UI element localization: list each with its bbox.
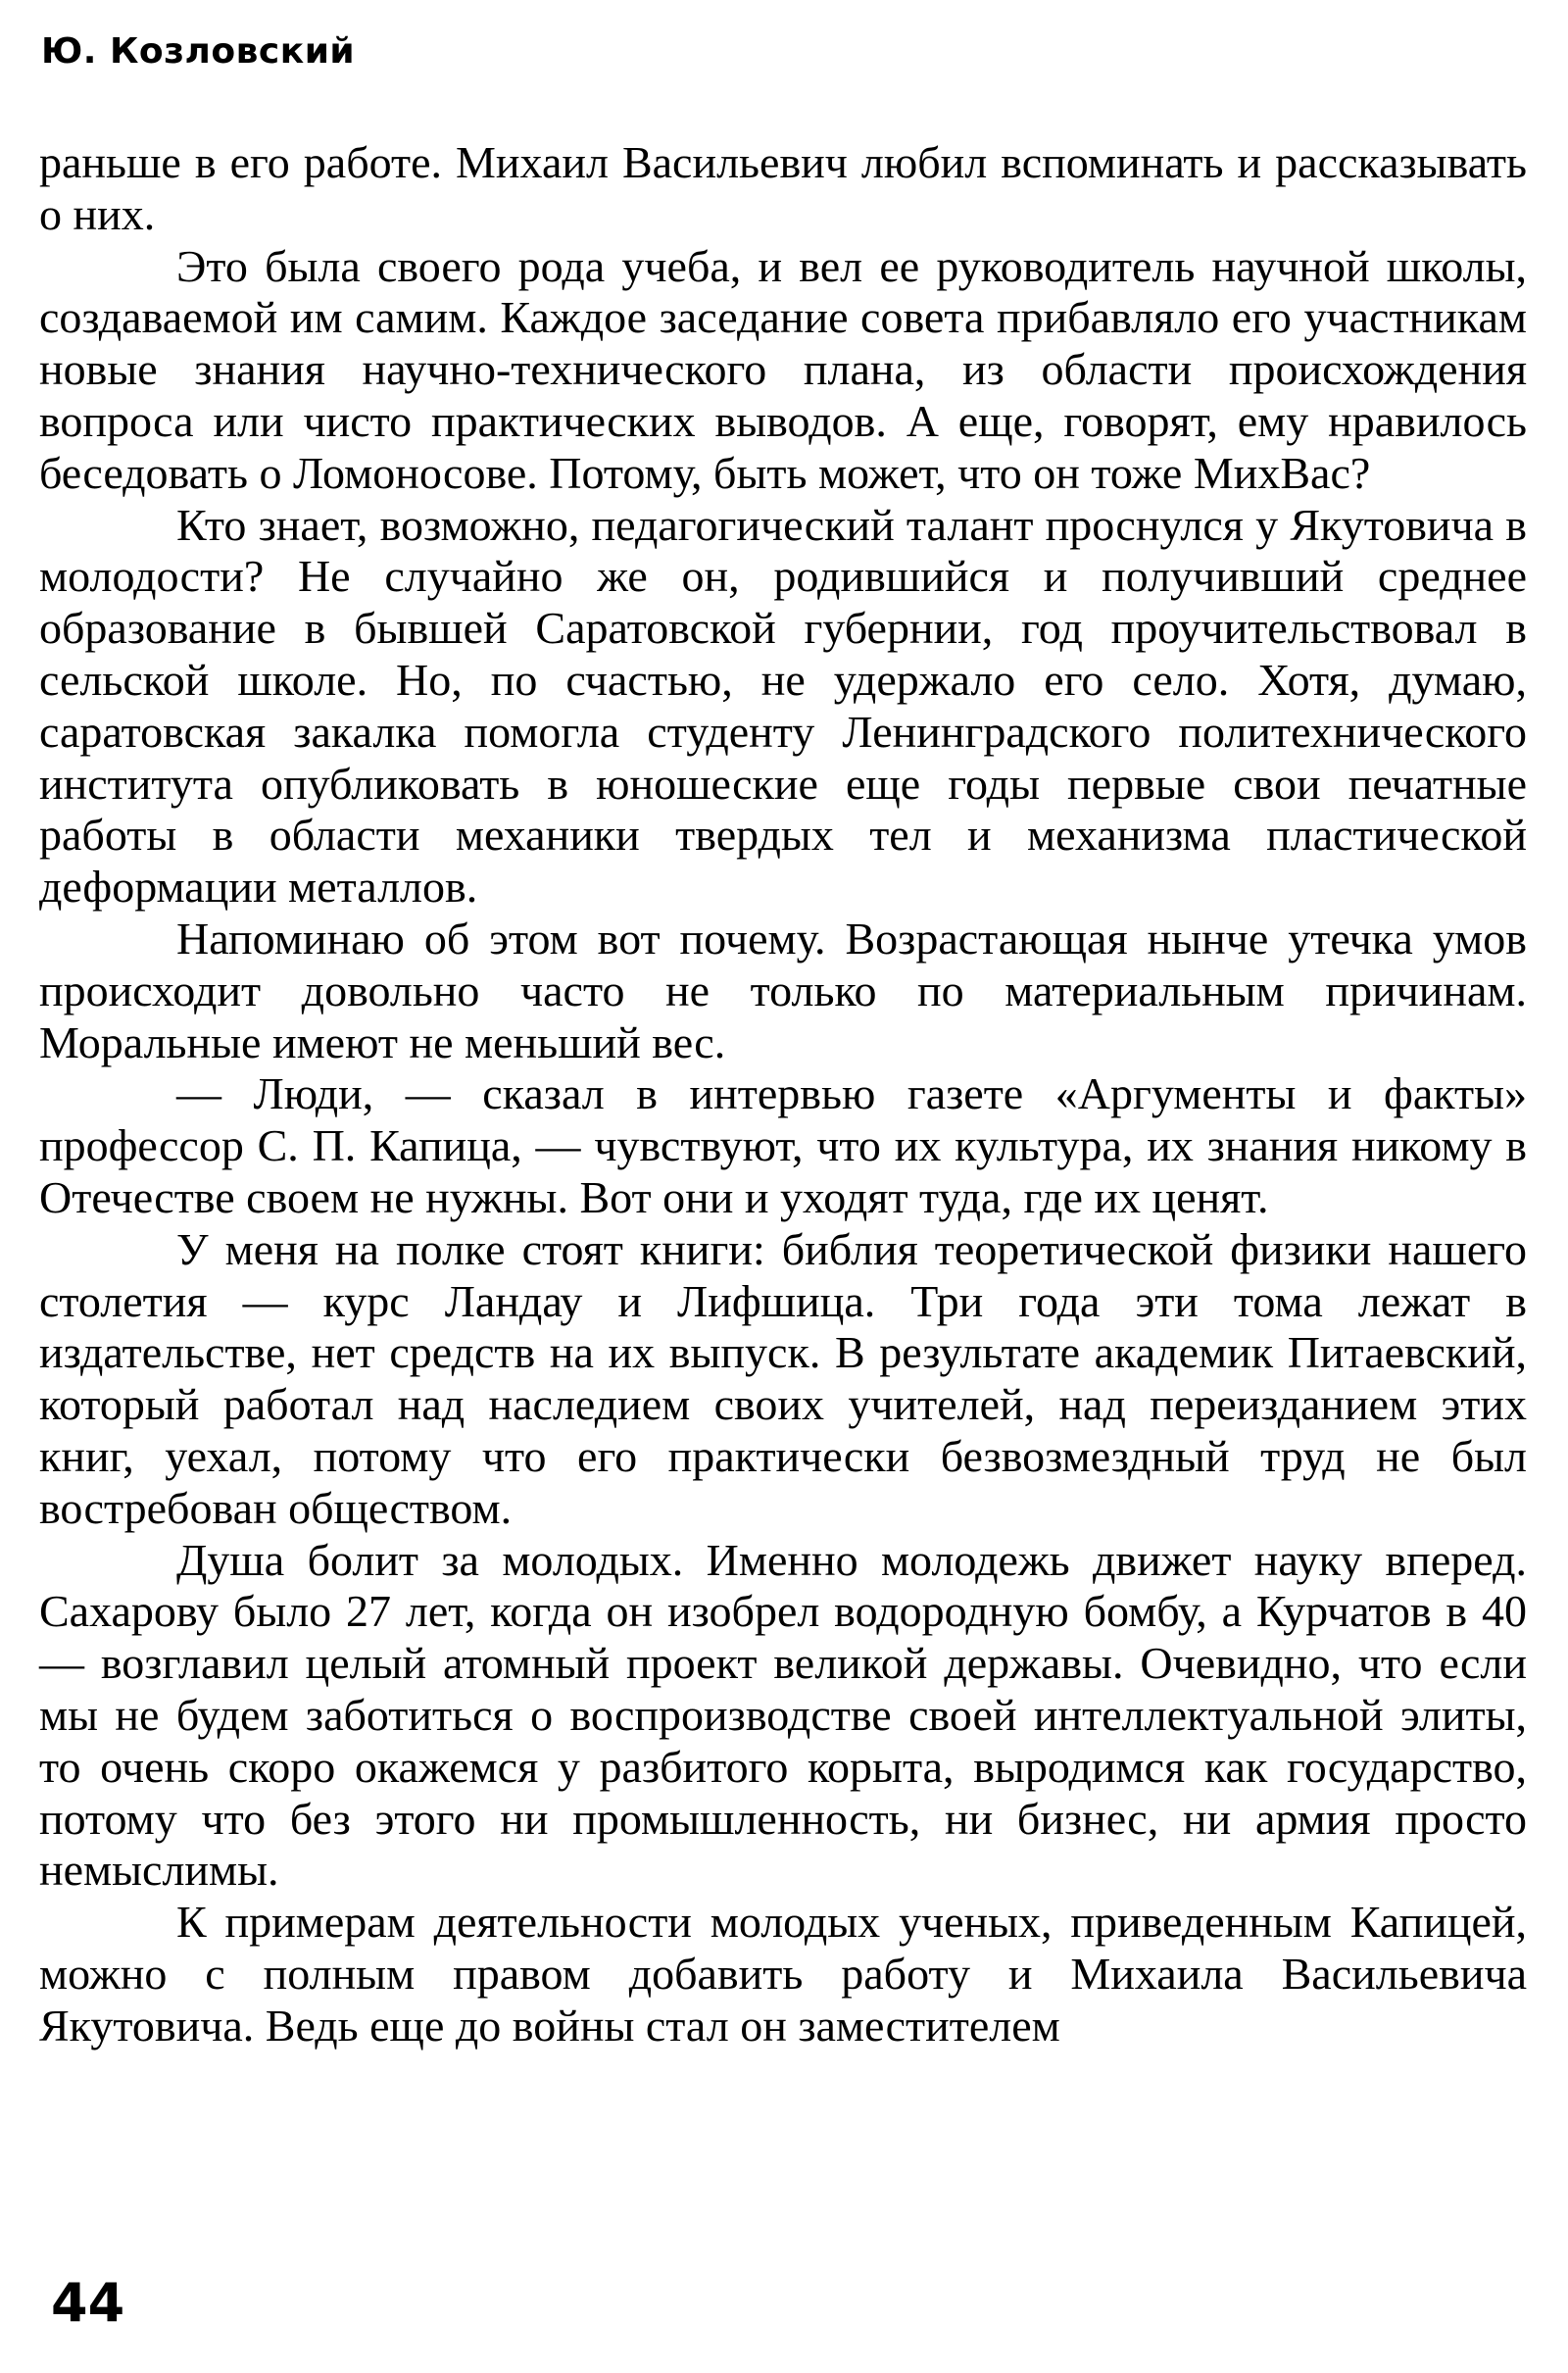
paragraph: — Люди, — сказал в интервью газете «Аргументы и факты» профессор С. П. Капица, — чувствуют, что их культура, их знания никому в Отечестве своем не нужны. Вот они и уходят туда, где их ценят. [39, 1068, 1527, 1222]
body-text [39, 137, 1527, 2052]
paragraph: Душа болит за молодых. Именно молодежь движет науку вперед. Сахарову было 27 лет, когда он изобрел водородную бомбу, а Курчатов в 40 — возглавил целый атомный проект великой державы. Очевидно, что если мы не будем заботиться о воспроизводстве своей интеллектуальной элиты, то очень скоро окажемся у разбитого корыта, выродимся как государство, потому что без этого ни промышленность, ни бизнес, ни армия просто немыслимы. [39, 1534, 1527, 1896]
paragraph: Кто знает, возможно, педагогический талант проснулся у Якутовича в молодости? Не случайно же он, родившийся и получивший среднее образование в бывшей Саратовской губернии, год проучительствовал в сельской школе. Но, по счастью, не удержало его село. Хотя, думаю, саратовская закалка помогла студенту Ленинградского политехнического института опубликовать в юношеские еще годы первые свои печатные работы в области механики твердых тел и механизма пластической деформации металлов. [39, 499, 1527, 913]
paragraph: Напоминаю об этом вот почему. Возрастающая нынче утечка умов происходит довольно часто не только по материальным причинам. Моральные имеют не меньший вес. [39, 913, 1527, 1067]
paragraph: У меня на полке стоят книги: библия теоретической физики нашего столетия — курс Ландау и Лифшица. Три года эти тома лежат в издательстве, нет средств на их выпуск. В результате академик Питаевский, который работал над наследием своих учителей, над переизданием этих книг, уехал, потому что его практически безвозмездный труд не был востребован обществом. [39, 1223, 1527, 1533]
page-number: 44 [51, 2272, 125, 2334]
paragraph: Это была своего рода учеба, и вел ее руководитель научной школы, создаваемой им самим. Каждое заседание совета прибавляло его участникам новые знания научно-технического плана, из области происхождения вопроса или чисто практических выводов. А еще, говорят, ему нравилось беседовать о Ломоносове. Потому, быть может, что он тоже МихВас? [39, 240, 1527, 498]
paragraph: К примерам деятельности молодых ученых, приведенным Капицей, можно с полным правом добавить работу и Михаила Васильевича Якутовича. Ведь еще до войны стал он заместителем [39, 1897, 1527, 2051]
paragraph: раньше в его работе. Михаил Васильевич любил вспоминать и рассказывать о них. [39, 137, 1527, 239]
running-head: Ю. Козловский [41, 31, 356, 72]
